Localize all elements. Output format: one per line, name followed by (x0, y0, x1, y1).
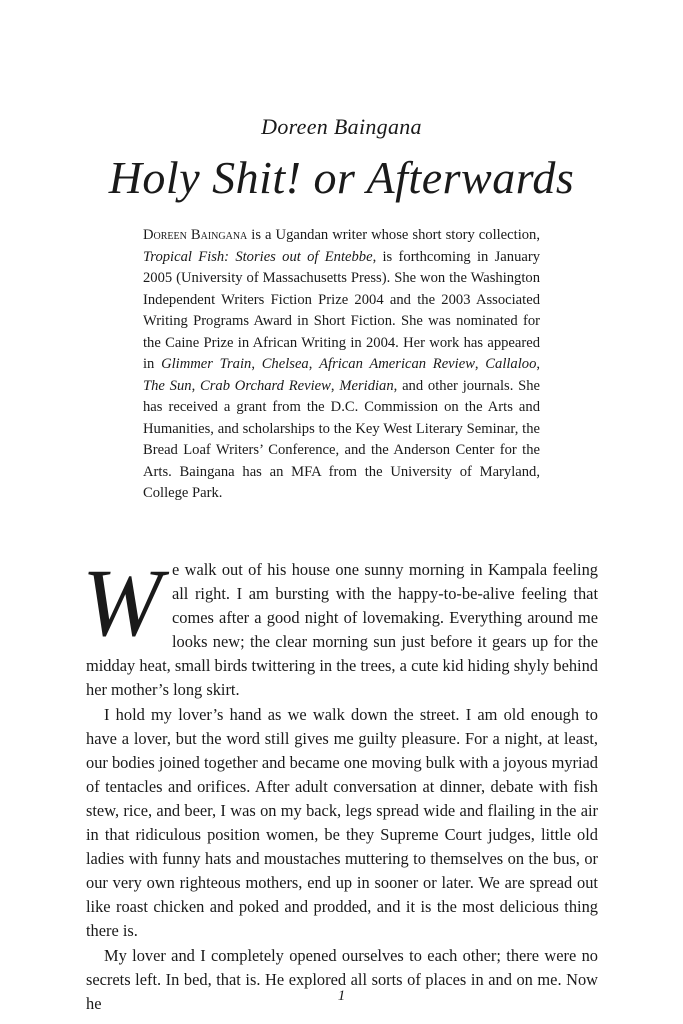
paragraph-3: My lover and I completely opened ourselves to each other; there were no secrets left. In bed, that is. He explored all sorts of places in and on me. Now he (86, 945, 598, 1013)
separator: , (474, 356, 486, 372)
story-title: Holy Shit! or Afterwards (108, 152, 575, 203)
author-name: Doreen Baingana (261, 114, 422, 139)
book-title: Tropical Fish: Stories out of Entebbe (143, 248, 373, 265)
page-number: 1 (337, 988, 346, 1004)
bio-text: , and other journals. She has received a grant from the D.C. Commission on the Arts and Humanities, and scholarships to the Key West Literary Seminar, the Bread Loaf Writers’ Conference, and the Anderson Center for the Arts. Baingana has an MFA from the University of Maryland, College Park. (143, 377, 541, 501)
bio-author-name: Doreen Baingana (143, 227, 248, 243)
journal-title: Glimmer Train (161, 356, 252, 372)
author-bio (143, 225, 540, 505)
separator: , (536, 356, 541, 372)
separator: , (191, 377, 200, 394)
journal-title: Meridian (339, 377, 394, 394)
journal-title: Callaloo (485, 356, 537, 372)
separator: , (251, 356, 262, 372)
journal-title: African American Review (319, 356, 475, 372)
paragraph-2: I hold my lover’s hand as we walk down the street. I am old enough to have a lover, but the word still gives me guilty pleasure. For a night, at least, our bodies joined together and became one moving bulk with a joyous myriad of tentacles and orifices. After adult conversation at dinner, debate with fish stew, rice, and beer, I was on my back, legs spread wide and flailing in the air in that ridiculous position women, be they Supreme Court judges, little old ladies with funny hats and moustaches muttering to themselves on the bus, or our very own righteous mothers, end up in sooner or later. We are spread out like roast chicken and poked and prodded, and it is the most delicious thing there is. (86, 704, 598, 941)
separator: , (308, 356, 320, 372)
separator: , (330, 377, 340, 394)
journal-title: The Sun (143, 377, 192, 394)
journal-title: Chelsea (261, 356, 309, 372)
paragraph-1 (82, 549, 598, 703)
drop-cap: W (82, 549, 162, 656)
journal-title: Crab Orchard Review (200, 377, 331, 394)
bio-text: is a Ugandan writer whose short story collection, (247, 227, 540, 243)
bio-text: , is forthcoming in January 2005 (University of Massachusetts Press). She won the Washington Independent Writers Fiction Prize 2004 and the 2003 Associated Writing Programs Award in Short Fiction. She was nominated for the Caine Prize in African Writing in 2004. Her work has appeared in (143, 248, 541, 372)
story-body (82, 549, 598, 1016)
paragraph-text: e walk out of his house one sunny morning in Kampala feeling all right. I am bursting with the happy-to-be-alive feeling that comes after a good night of lovemaking. Everything around me looks new; the clear morning sun just before it gears up for the midday heat, small birds twittering in the trees, a cute kid hiding shyly behind her mother’s long skirt. (86, 560, 598, 700)
